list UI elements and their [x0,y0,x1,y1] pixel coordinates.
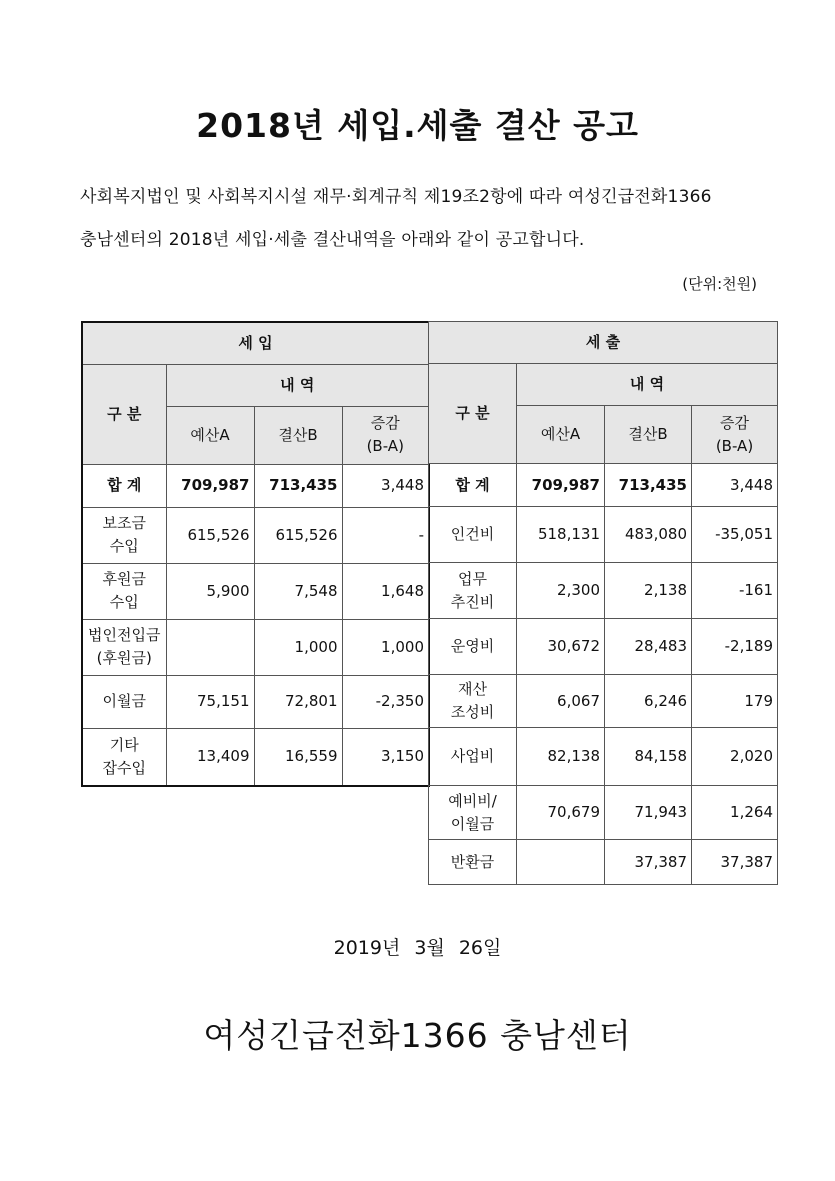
expense-change-header: 증감 (B-A) [692,406,778,464]
income-details-header: 내 역 [166,364,429,406]
expense-details-header: 내 역 [517,364,778,406]
table-row: 인건비 518,131 483,080 -35,051 [429,507,778,563]
expense-category-header: 구 분 [429,364,517,464]
table-row: 후원금 수입 5,900 7,548 1,648 [82,563,429,619]
table-row: 반환금 37,387 37,387 [429,840,778,885]
expense-table [428,321,778,885]
intro-line-2: 충남센터의 2018년 세입·세출 결산내역을 아래와 같이 공고합니다. [80,230,585,250]
announcement-date: 2019년 3월 26일 [333,937,502,959]
income-total-row: 합 계 709,987 713,435 3,448 [82,464,429,507]
table-row: 법인전입금 (후원금) 1,000 1,000 [82,619,429,675]
expense-budget-header: 예산A [517,406,605,464]
table-row: 예비비/ 이월금 70,679 71,943 1,264 [429,786,778,840]
table-row: 기타 잡수입 13,409 16,559 3,150 [82,728,429,786]
table-row: 운영비 30,672 28,483 -2,189 [429,619,778,675]
income-change-header: 증감 (B-A) [342,406,429,464]
income-header: 세 입 [82,322,429,364]
organization-name: 여성긴급전화1366 충남센터 [203,1016,632,1055]
table-row: 업무 추진비 2,300 2,138 -161 [429,563,778,619]
expense-settlement-header: 결산B [605,406,692,464]
table-row: 재산 조성비 6,067 6,246 179 [429,675,778,728]
expense-total-row: 합 계 709,987 713,435 3,448 [429,464,778,507]
income-table [81,321,430,787]
table-row: 보조금 수입 615,526 615,526 - [82,507,429,563]
page-title: 2018년 세입.세출 결산 공고 [196,106,639,145]
income-budget-header: 예산A [166,406,254,464]
income-category-header: 구 분 [82,364,166,464]
table-row: 이월금 75,151 72,801 -2,350 [82,675,429,728]
expense-header: 세 출 [429,322,778,364]
income-settlement-header: 결산B [254,406,342,464]
unit-label: (단위:천원) [682,275,757,293]
intro-line-1: 사회복지법인 및 사회복지시설 재무·회계규칙 제19조2항에 따라 여성긴급전화1366 [80,187,712,207]
table-row: 사업비 82,138 84,158 2,020 [429,728,778,786]
